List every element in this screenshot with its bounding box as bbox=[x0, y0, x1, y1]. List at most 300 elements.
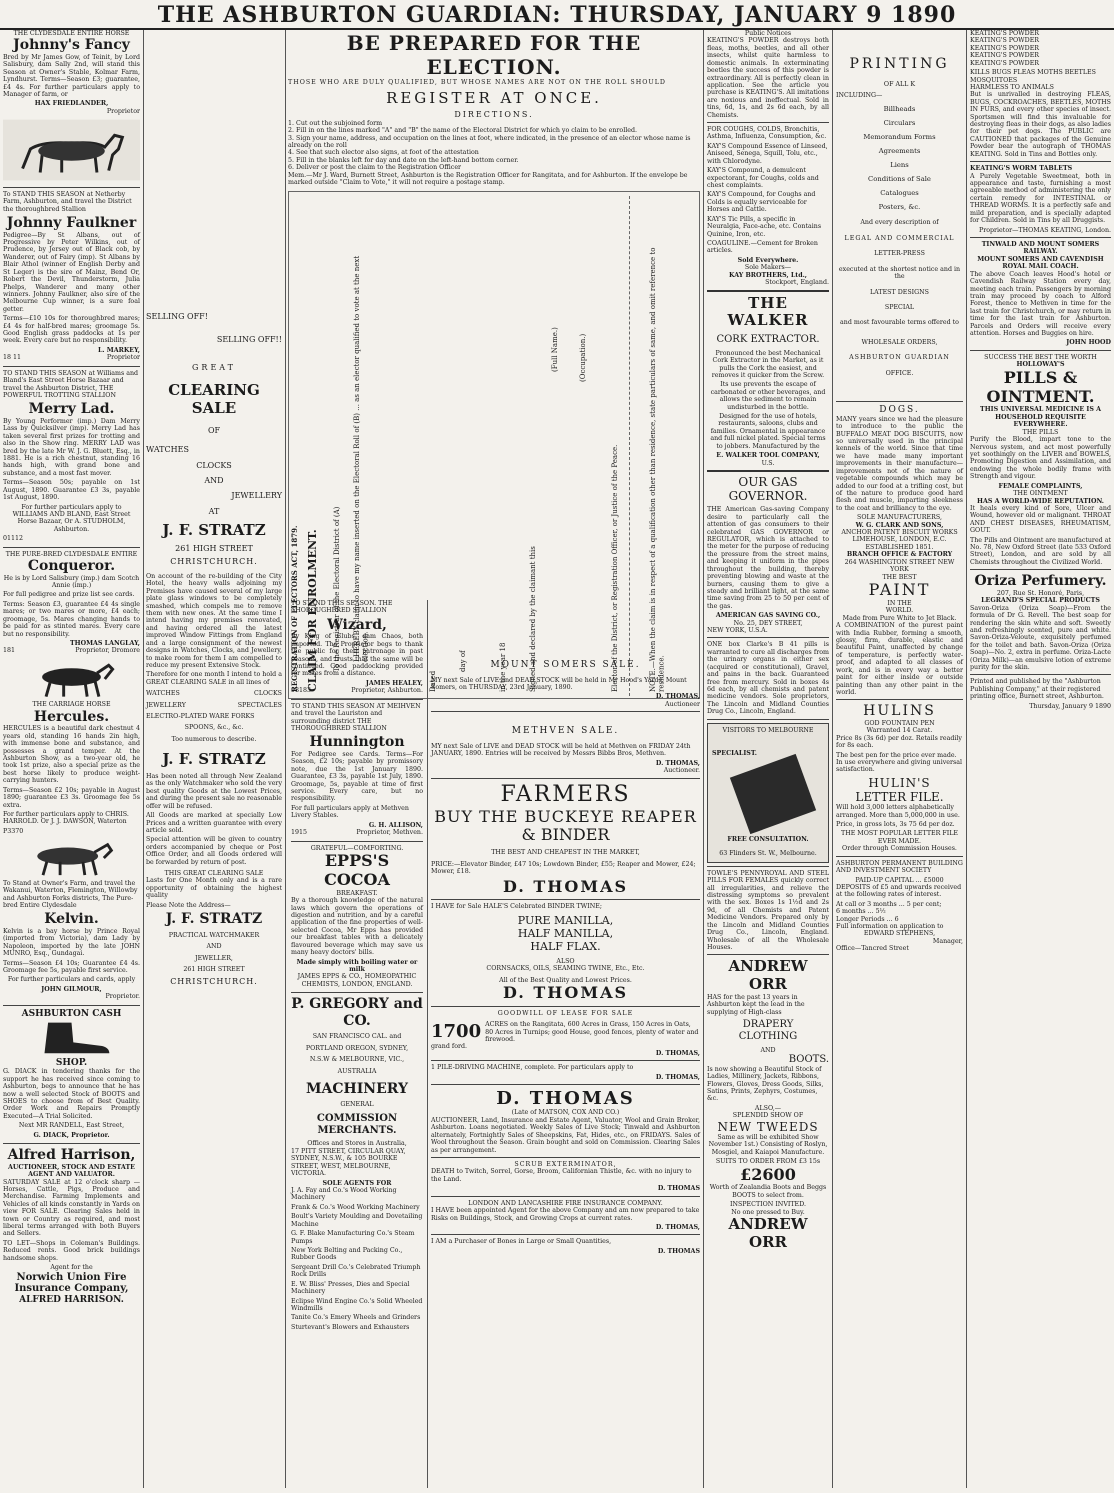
goodwill-title: GOODWILL OF LEASE FOR SALE bbox=[497, 1009, 634, 1017]
methven-sale-signer: D. THOMAS, bbox=[655, 759, 700, 767]
johnnys-fancy-ad bbox=[3, 30, 140, 115]
pile-signer: D. THOMAS, bbox=[655, 1073, 700, 1081]
gregory-offices: Offices and Stores in Australia, bbox=[307, 1140, 407, 1148]
ad-title: Johnny's Fancy bbox=[13, 37, 130, 54]
ad-kicker: THE CLYDESDALE ENTIRE HORSE bbox=[13, 30, 130, 37]
selling-off-2: SELLING OFF!! bbox=[216, 335, 282, 345]
ad-ref: 18 11 bbox=[3, 354, 22, 362]
clocks-label: CLOCKS bbox=[196, 460, 232, 470]
acres-unit: grand ford. bbox=[431, 1042, 468, 1050]
pen-title: GOD FOUNTAIN PEN bbox=[864, 719, 935, 727]
orr-tweeds-body: Same as will be exhibited Show November 1st.) Consisting of Roslyn, Mosgiel, and Kaiapoi Manufacture. bbox=[708, 1133, 828, 1156]
ad-body: By Young Performer (imp.) Dam Merry Lass by Quicksilver (imp). Merry Lad has taken several first prizes for trotting and also in the Show ring. MERRY LAD was bred by the late Mr W. J. G. Bluett, Esq., in 1881. He is a rich chestnut, standing 16 hands high, with grand bone and substance, and a most fast mover. bbox=[3, 417, 140, 477]
ad-body: By a thorough knowledge of the natural laws which govern the operations of digestion and nutrition, and by a careful application of the fine properties of well-selected Cocoa, Mr Epps has provided our breakfast tables with a delicately flavoured beverage which may save us many heavy doctors' bills. bbox=[291, 897, 423, 957]
firm-address-2: 261 HIGH STREET bbox=[183, 965, 245, 973]
kelvin-ad bbox=[3, 880, 140, 1001]
clearing-sale: CLEARING SALE bbox=[168, 381, 260, 417]
kays-notice: FOR COUGHS, COLDS, Bronchitis, Asthma, Influenza, Consumption, &c. bbox=[707, 126, 827, 141]
coach-title: MOUNT SOMERS AND CAVENDISH ROYAL MAIL COACH. bbox=[977, 255, 1104, 271]
best-cheapest: THE BEST AND CHEAPEST IN THE MARKET, bbox=[491, 849, 640, 857]
ad-body: By King of Clubs, dam Chaos, both imported. The Proprietor begs to thank the public for their patronage in past seasons, and trusts that the same will be continued. Good paddocking provided for mares from a distance. bbox=[291, 633, 423, 678]
election-notice bbox=[288, 32, 700, 699]
keating-harmless: HARMLESS TO ANIMALS bbox=[970, 83, 1054, 91]
ad-kicker: THE PURE-BRED CLYDESDALE ENTIRE bbox=[5, 550, 138, 558]
firm-name: J. F. STRATZ bbox=[162, 521, 266, 540]
walker-body-3: Designed for the use of hotels, restaurants, saloons, clubs and families. Ornamental in appearance and full nickel plated. Special terms to jobbers. Manufactured by the bbox=[710, 413, 826, 450]
pile-driver: 1 PILE-DRIVING MACHINE, complete. For particulars apply to bbox=[431, 1064, 634, 1072]
keating-list: KEATING'S POWDER KEATING'S POWDER KEATING'S POWDER KEATING'S POWDER KEATING'S POWDER bbox=[970, 30, 1040, 67]
ad-intro: To STAND THIS SEASON at Netherby Farm, Ashburton, and travel the District the thoroughbred Stallion bbox=[3, 190, 132, 213]
printing-title: PRINTING bbox=[849, 56, 950, 72]
election-title: BE PREPARED FOR THE ELECTION. bbox=[346, 31, 642, 79]
melbourne-specialist-ad bbox=[707, 723, 829, 863]
ad-title: Hunnington bbox=[309, 734, 405, 751]
clydesdale-horse-icon bbox=[3, 839, 140, 877]
election-register: REGISTER AT ONCE. bbox=[386, 88, 602, 107]
dogs-title: DOGS. bbox=[879, 405, 920, 416]
walker-us: U.S. bbox=[761, 459, 775, 467]
at-label: AT bbox=[208, 506, 220, 516]
column-6 bbox=[833, 30, 966, 1488]
methven-sale-body: MY next Sale of LIVE and DEAD STOCK will be held at Methven on FRIDAY 24th JANUARY, 1890. Entries will be received by Messrs Bibbs Bros, Methven. bbox=[431, 742, 691, 758]
and-label: AND bbox=[204, 476, 224, 485]
form-occupation[interactable]: (Occupation.) bbox=[579, 333, 587, 382]
orr-splendid: SPLENDID SHOW OF bbox=[732, 1112, 804, 1120]
stratz-body-2: Therefore for one month I intend to hold a GREAT CLEARING SALE in all lines of bbox=[146, 671, 282, 686]
printing-wholesale: WHOLESALE ORDERS, bbox=[861, 338, 938, 346]
coach-signer: JOHN HOOD bbox=[1066, 339, 1111, 347]
legrand-title: LEGRAND'S SPECIAL PRODUCTS bbox=[981, 597, 1100, 605]
orr-worth: Worth of Zealandia Boots and Beggs BOOTS to select from. bbox=[709, 1184, 827, 1199]
line-clocks: CLOCKS bbox=[254, 690, 282, 698]
paint-body: A COMBINATION of the purest paint with India Rubber, forming a smooth, glossy, firm, durable, elastic and beautiful Paint, unaffected by change of temperature, is perfectly water-proof, and adapted to all classes of work, and is in every way a better paint for either inside or outside painting than any other paint in the world. bbox=[836, 622, 963, 696]
printing-item: Posters, &c. bbox=[878, 203, 921, 212]
ad-signer: THOMAS LANGLAY, bbox=[69, 640, 140, 648]
ointment-title: THE OINTMENT bbox=[1013, 490, 1068, 498]
column-1 bbox=[0, 30, 143, 1488]
kays-address: Stockport, England. bbox=[765, 279, 829, 287]
specialist-label: SPECIALIST. bbox=[712, 750, 757, 758]
ad-title: Kelvin. bbox=[44, 911, 99, 928]
paint-title: PAINT bbox=[868, 580, 931, 600]
gregory-item: Tanite Co.'s Emery Wheels and Grinders bbox=[291, 1314, 421, 1322]
ad-role: Proprietor bbox=[106, 107, 140, 115]
firm-role: PRACTICAL WATCHMAKER bbox=[168, 931, 260, 939]
building-manager-role: Manager, bbox=[932, 937, 963, 945]
worm-title: KEATING'S WORM TABLETS bbox=[970, 165, 1073, 173]
of-label: OF bbox=[207, 425, 221, 435]
selling-off-1: SELLING OFF! bbox=[146, 312, 208, 321]
walker-body-2: Its use prevents the escape of carbonated or other beverages, and allows the sediment to remain undisturbed in the bottle. bbox=[710, 381, 826, 411]
form-day: day of bbox=[459, 649, 467, 672]
female-complaints: FEMALE COMPLAINTS, bbox=[998, 482, 1083, 490]
keating-notice: KEATING'S POWDER destroys both fleas, moths, beetles, and all other insects, whilst quite harmless to domestic animals. In exterminating beetles the success of this powder is extraordinary. All is perfectly clean in application. See the article you purchase is KEATING'S. All imitations are noxious and ineffectual. Sold in tins, 6d, 1s, and 2s 6d each, by all Chemists. bbox=[707, 37, 829, 119]
election-note: Mem.—Mr J. Ward, Burnett Street, Ashburton is the Registration Officer for Rangitata, and for Ashburton. If the envelope be marked outside "Claim to Vote," it will not require a postage stamp. bbox=[288, 171, 688, 187]
twine-intro: I HAVE for Sale HALE'S Celebrated BINDER TWINE; bbox=[431, 903, 602, 911]
masthead: THE ASHBURTON GUARDIAN: THURSDAY, JANUARY 9 1890 bbox=[157, 2, 957, 28]
holloway-name: HOLLOWAY'S bbox=[1016, 361, 1065, 369]
ad-body: He is by Lord Salisbury (imp.) dam Scotch Annie (imp.) bbox=[3, 574, 140, 590]
scrub-title: SCRUB EXTERMINATOR, bbox=[514, 1161, 617, 1169]
printing-special: SPECIAL bbox=[884, 304, 915, 312]
dogs-address: 264 WASHINGTON STREET NEW YORK bbox=[844, 558, 955, 574]
orr-also: ALSO,— bbox=[754, 1104, 782, 1112]
gas-city: NEW YORK, U.S.A. bbox=[707, 627, 768, 635]
file-body: Will hold 3,000 letters alphabetically arranged. More than 5,000,000 in use. bbox=[836, 804, 960, 819]
ad-shop: SHOP. bbox=[55, 1057, 88, 1068]
ad-body: Pedigree—By St Albans, out of Progressive by Peter Wilkins, out of Prudence, by Jersey out of Black cob, by Wanderer, out of Fairy (imp). St Albans by Blair Athol (winner of English Derby and St Leger) is the sire of Mainz, Bend Or, Robert the Devil, Thunderstorm, Julia Phelps, Wanderer and many other winners. Johnny Faulkner, also sire of the Melbourne Cup winner, is a sure foal getter. bbox=[3, 231, 140, 313]
election-step: 2. Fill in on the lines marked "A" and "B" the name of the Electoral District for which yo claim to be enrolled. bbox=[288, 127, 638, 135]
oriza-title: Oriza Perfumery. bbox=[974, 573, 1107, 590]
form-dated: Dated bbox=[429, 670, 437, 692]
election-step: 1. Cut out the subjoined form bbox=[288, 119, 383, 127]
stratz-body-6: THIS GREAT CLEARING SALE bbox=[164, 870, 264, 878]
ad-signer: G. DIACK, Proprietor. bbox=[33, 1131, 110, 1139]
twine-more: CORNSACKS, OILS, SEAMING TWINE, Etc., Etc. bbox=[486, 965, 645, 973]
gas-address: No. 25, DEY STREET, bbox=[733, 619, 803, 627]
ad-signer: HAX FRIEDLANDER, bbox=[34, 100, 109, 108]
wizard-ad bbox=[291, 600, 423, 695]
ad-title: Wizard, bbox=[327, 616, 387, 633]
paint-inthe: IN THE bbox=[887, 599, 912, 607]
gregory-item: Frank & Co.'s Wood Working Machinery bbox=[291, 1203, 420, 1211]
gregory-item: New York Belting and Packing Co., Rubber Goods bbox=[291, 1246, 403, 1262]
ad-sub: BREAKFAST. bbox=[336, 889, 378, 897]
printing-office: ASHBURTON GUARDIAN bbox=[849, 354, 950, 362]
orr-inspect: INSPECTION INVITED. bbox=[730, 1201, 806, 1209]
ad-role: Proprietor, Dromore bbox=[75, 647, 140, 655]
column-2 bbox=[143, 30, 285, 1488]
visitors-heading: VISITORS TO MELBOURNE bbox=[722, 726, 814, 734]
twine-item: HALF MANILLA, bbox=[517, 926, 614, 940]
ad-role: Proprietor, Methven. bbox=[356, 829, 423, 837]
ad-body: G. DIACK in tendering thanks for the support he has received since coming to Ashburton, begs to announce that he has now a well selected Stock of BOOTS and SHOES to choose from of Best Quality. Order Work and Repairs Promptly Executed—A Trial Solicited. bbox=[3, 1068, 140, 1120]
ad-role: Proprietor, Ashburton. bbox=[351, 687, 423, 695]
election-step: 4. See that such elector also signs, at foot of the attestation bbox=[288, 149, 479, 157]
ad-maker: JAMES EPPS & CO., HOMEOPATHIC CHEMISTS, LONDON, ENGLAND. bbox=[297, 973, 417, 988]
jewellery-label: JEWELLERY bbox=[231, 491, 282, 501]
printing-item: Agreements bbox=[878, 147, 921, 156]
ad-terms: Terms—Season £4 10s; Guarantee £4 4s. Groomage fee 5s, payable first service. bbox=[3, 959, 140, 974]
kays-notice: KAY'S Compound, for Coughs and Colds is equally serviceable for Horses and Cattle. bbox=[707, 191, 816, 214]
melbourne-address: 63 Flinders St. W., Melbourne. bbox=[719, 850, 817, 858]
kays-notice: COAGULINE.—Cement for Broken articles. bbox=[707, 239, 818, 255]
stratz-body-3: Has been noted all through New Zealand as the only Watchmaker who sold the very best quality Goods at the Lowest Prices, and during the present sale no reasonable offer will be refused. bbox=[146, 773, 282, 810]
walker-title: THE WALKER bbox=[727, 293, 809, 330]
ad-body: Bred by Mr James Gow, of Teinit, by Lord Salisbury, dam Sally 2nd, will stand this Season at Owner's Stable, Kolmar Farm, Lyndhurst. Terms—Season £3; guarantee, £4 4s. For further particulars apply to Manager of farm, or bbox=[3, 53, 140, 99]
printing-item: Memorandum Forms bbox=[863, 133, 936, 142]
file-order: Order through Commission Houses. bbox=[842, 845, 957, 853]
ad-kicker: GRATEFUL—COMFORTING. bbox=[310, 844, 404, 852]
stratz-body-8: Please Note the Address— bbox=[146, 901, 231, 909]
orr-body: HAS for the past 13 years in Ashburton kept the lead in the supplying of High-class bbox=[707, 993, 805, 1016]
kays-makers: Sole Makers— bbox=[744, 264, 792, 272]
ad-contact: For full particulars apply at Methven Livery Stables. bbox=[291, 804, 409, 820]
printing-executed: executed at the shortest notice and in the bbox=[838, 265, 961, 281]
twine-item: HALF FLAX. bbox=[530, 939, 601, 953]
holloway-body: The Pills and Ointment are manufactured at No. 78, New Oxford Street (late 533 Oxford Street), London, and are sold by all Chemists throughout the Civilized World. bbox=[970, 536, 1111, 566]
lancs-body: I HAVE been appointed Agent for the above Company and am now prepared to take Risks on Buildings, Stock, and Growing Crops at current rates. bbox=[431, 1207, 700, 1222]
lancs-signer: D. THOMAS, bbox=[655, 1223, 700, 1231]
kays-sold: Sold Everywhere. bbox=[737, 256, 799, 264]
dogs-company-2: ANCHOR PATENT BISCUIT WORKS LIMEHOUSE, LONDON, E.C. bbox=[841, 529, 958, 544]
buckeye-price: PRICE:—Elevator Binder, £47 10s; Lowdown Binder, £55; Reaper and Mower, £24; Mower, £18. bbox=[431, 860, 696, 876]
keating-bugs: BUGS FLEAS MOTHS BEETLES MOSQUITOES bbox=[970, 69, 1096, 84]
gregory-item: Sergeant Drill Co.'s Celebrated Triumph Rock Drills bbox=[291, 1263, 421, 1279]
gregory-line: N.S.W & MELBOURNE, VIC., bbox=[309, 1056, 405, 1064]
ad-body: SATURDAY SALE at 12 o'clock sharp —Horses, Cattle, Pigs, Produce and Merchandise. Farming Implements and Vehicles of all kinds constantly in Yards on view FOR SALE. Clearing Sales held in town or Country as required, and most liberal terms arranged with both Buyers and Sellers. bbox=[3, 1178, 140, 1238]
conqueror-ad bbox=[3, 551, 140, 655]
firm-city: CHRISTCHURCH. bbox=[170, 557, 258, 567]
watches-label: WATCHES bbox=[146, 445, 189, 455]
bones-body: I AM a Purchaser of Bones in Large or Small Quantities, bbox=[431, 1238, 612, 1246]
dogs-branch: BRANCH OFFICE & FACTORY bbox=[846, 551, 953, 559]
printing-item: Billheads bbox=[883, 105, 916, 114]
walker-cork: CORK EXTRACTOR. bbox=[716, 333, 820, 345]
firm-name-2: J. F. STRATZ bbox=[162, 750, 266, 769]
gregory-item: Eclipse Wind Engine Co.'s Solid Wheeled Windmills bbox=[291, 1297, 423, 1312]
file-title: HULIN'S bbox=[868, 775, 931, 790]
scrub-signer: D. THOMAS bbox=[657, 1185, 700, 1193]
form-fullname[interactable]: (Full Name.) bbox=[551, 326, 559, 372]
johnny-faulkner-ad bbox=[3, 191, 140, 362]
acres-body: ACRES on the Rangitata, 600 Acres in Grass, 150 Acres in Oats, 80 Acres in Turnips; good House, good fences, plenty of water and firewood. bbox=[485, 1021, 699, 1044]
gregory-item: E. W. Bliss' Presses, Dies and Special Machinery bbox=[291, 1280, 410, 1296]
mount-sale-title: MOUNT SOMERS SALE. bbox=[490, 660, 641, 670]
form-witness[interactable]: Elector of the District, or Registration Officer, or Justice of the Peace. bbox=[611, 444, 619, 692]
keating-body: But is unrivalled in destroying FLEAS, BUGS, COCKROACHES, BEETLES, MOTHS IN FURS, and every other species of insect. Sportsmen will find this invaluable for destroying fleas in their dogs, as also ladies for their pet dogs. The PUBLIC are CAUTIONED that packages of the Genuine Powder bear the autograph of THOMAS KEATING. Sold in Tins and Bottles only. bbox=[970, 91, 1111, 158]
building-street: Office—Tancred Street bbox=[836, 945, 909, 953]
ad-ref: 18183 bbox=[291, 687, 312, 695]
ad-title: Alfred Harrison, bbox=[7, 1147, 136, 1164]
ad-title: ASHBURTON CASH bbox=[21, 1008, 122, 1019]
ad-title: P. GREGORY and CO. bbox=[291, 996, 423, 1029]
buckeye-heading: BUY THE BUCKEYE REAPER bbox=[434, 806, 697, 826]
ad-signer: JOHN GILMOUR, bbox=[41, 985, 102, 993]
firm-and: AND bbox=[206, 943, 222, 951]
form-claim: CLAIM FOR ENROLMENT. bbox=[306, 528, 319, 692]
ad-address: Next MR RANDELL, East Street, bbox=[18, 1122, 125, 1130]
the-pills: THE PILLS bbox=[1022, 428, 1059, 436]
orr-tweeds: NEW TWEEDS bbox=[717, 1119, 819, 1134]
printing-office-2: OFFICE. bbox=[885, 369, 914, 377]
election-intro: THOSE WHO ARE DULY QUALIFIED, BUT WHOSE NAMES ARE NOT ON THE ROLL SHOULD bbox=[288, 79, 666, 87]
ad-title: Merry Lad. bbox=[28, 401, 115, 418]
acres-number: 1700 bbox=[431, 1021, 482, 1043]
cash-shop-ad bbox=[3, 1009, 140, 1140]
gregory-ad bbox=[291, 996, 423, 1331]
election-step: 5. Fill in the blanks left for day and date on the left-hand bottom corner. bbox=[288, 156, 519, 164]
column-4 bbox=[428, 660, 703, 1488]
ointment-sub: HAS A WORLD-WIDE REPUTATION. bbox=[977, 497, 1104, 505]
orr-suits: SUITS TO ORDER FROM £3 15s bbox=[715, 1158, 821, 1166]
printing-latest: LATEST DESIGNS bbox=[870, 288, 929, 296]
ad-signer: L. MARKEY, bbox=[97, 346, 140, 354]
gas-body: THE American Gas-saving Company desire to particularly call the attention of gas consumers to their celebrated GAS GOVERNOR or REGULATOR, which is attached to the meter for the purpose of reducing the pressure from the street mains, and keeping it uniform in the pipes throughout the building, thereby preventing blowing and waste at the burners, causing them to give a steady and brilliant light, at the same time saving from 25 to 50 per cent of the gas. bbox=[707, 506, 829, 610]
pen-price: Price 8s (3s 6d) per doz. Retails readily for 8s each. bbox=[836, 734, 962, 750]
gas-title: OUR GAS GOVERNOR. bbox=[728, 475, 808, 504]
firm-city-2: CHRISTCHURCH. bbox=[170, 977, 258, 987]
ad-role: Proprietor bbox=[106, 354, 140, 362]
keating-kills: KILLS bbox=[970, 69, 990, 77]
firm-address: 261 HIGH STREET bbox=[175, 544, 253, 553]
hercules-ad bbox=[3, 701, 140, 835]
line-jewellery: JEWELLERY bbox=[146, 701, 186, 709]
acres-row bbox=[431, 1021, 700, 1050]
orr-title: ANDREW ORR bbox=[728, 957, 808, 994]
harrison-ad bbox=[3, 1147, 140, 1306]
ad-body: For Pedigree see Cards. Terms—For Season, £2 10s; payable by promissory note, due the 1st January 1890. Guarantee, £3 3s, payable 1st July, 1890. Groomage, 5s, payable at time of first service. Every care, but no responsibility. bbox=[291, 750, 423, 803]
methven-sale-title: METHVEN SALE. bbox=[511, 726, 620, 737]
dogs-company: W. G. CLARK AND SONS, bbox=[855, 521, 944, 529]
worm-body: A Purely Vegetable Sweetmeat, both in appearance and taste, furnishing a most agreeable method of administering the only certain remedy for INTESTINAL or THREAD WORMS. It is a perfectly safe and mild preparation, and is specially adapted for Children. Sold in Tins by all Druggists. bbox=[970, 172, 1111, 225]
orr-none: No one pressed to Buy. bbox=[731, 1208, 805, 1216]
hulins-title: HULINS bbox=[863, 703, 936, 720]
farmers-heading: FARMERS bbox=[500, 781, 631, 807]
cocoa-ad bbox=[291, 845, 423, 989]
methven-sale-role: Auctioneer. bbox=[663, 767, 700, 775]
ad-ref: 1915 bbox=[291, 829, 308, 837]
ad-contact: For further particulars apply to CHRIS. HARROLD. Or J. J. DAWSON, Waterton bbox=[3, 810, 129, 826]
hunnington-ad bbox=[291, 703, 423, 837]
ad-contact: For further particulars apply to WILLIAMS AND BLAND, East Street Horse Bazaar, Or A. STUDHOLM, Ashburton. bbox=[12, 503, 131, 533]
building-info: Full information on application to bbox=[836, 923, 944, 931]
merry-lad-ad bbox=[3, 370, 140, 543]
building-deposits: DEPOSITS of £5 and upwards received at the following rates of interest. bbox=[836, 883, 962, 899]
ad-intro: TO STAND THIS SEASON AT MEIHVEN and travel the Lauriston and surrounding district THE THOROUGHBRED STALLION bbox=[291, 702, 421, 732]
paint-sub: Made from Pure White to Jet Black. bbox=[842, 614, 957, 622]
form-signed: Signed and declared by the claimant this bbox=[529, 545, 537, 692]
scrub-body: DEATH to Twitch, Sorrel, Gorse, Broom, Californian Thistle, &c. with no injury to the Land. bbox=[431, 1168, 692, 1183]
thomas-late: (Late of MATSON, COX AND CO.) bbox=[511, 1109, 620, 1117]
thomas-signature: D. THOMAS bbox=[502, 983, 629, 1003]
building-rate: 6 months ... 5½ bbox=[836, 908, 886, 916]
printing-terms: and most favourable terms offered to bbox=[840, 319, 959, 327]
kays-notice: KAY'S Compound, a demulcent expectorant, for Coughs, colds and chest complaints. bbox=[707, 167, 819, 190]
printing-item: Catalogues bbox=[880, 189, 919, 198]
thomas-auction: AUCTIONEER, Land, Insurance and Estate Agent, Valuator, Wool and Grain Broker, Ashburton. Loans negotiated. Weekly Sales of Live Stock; Tinwald and Ashburton alternately, Fortnightly Sales of Sheepskins, Fat, Hides, etc., on FRIDAYS. Sales of Wool throughout the Season. Grain bought and sold on Commission. Clearing Sales as per arrangement. bbox=[431, 1116, 700, 1154]
printing-kind: OF ALL K bbox=[883, 80, 916, 88]
paint-best: THE BEST bbox=[882, 573, 917, 581]
building-title: ASHBURTON PERMANENT BUILDING AND INVESTMENT SOCIETY bbox=[836, 859, 963, 875]
stratz-body: On account of the re-building of the City Hotel, the heavy walls adjoining my Premises have caused several of my large plate glass windows to be completely smashed, which compels me to remove them with new ones. At the same time I intend having my premises renovated, and having ordered all the latest improved Window Fittings from England and a large consignment of the newest designs in Watches, Clocks, and Jewellery, to make room for them I am compelled to reduce my present Extensive Stock. bbox=[146, 572, 282, 669]
dogs-established: ESTABLISHED 1851. bbox=[865, 543, 934, 551]
ad-agent: Agent for the bbox=[50, 1264, 93, 1272]
clarke-notice: ONE box Clarke's B 41 pills is warranted to cure all discharges from the urinary organs in either sex (acquired or constitutional), Gravel, and pains in the back. Guaranteed free from mercury. Sold in boxes 4s 6d each, by all chemists and patent medicine vendors. Sole proprietors, The Lincoln and Midland Counties Drug Co., Lincoln, England. bbox=[707, 641, 829, 716]
success-motto: SUCCESS THE BEST THE WORTH bbox=[984, 353, 1097, 361]
tinwald-title: TINWALD AND MOUNT SOMERS RAILWAY. bbox=[981, 240, 1100, 256]
column-5 bbox=[704, 30, 832, 1488]
election-step: 6. Deliver or post the claim to the Registration Officer bbox=[288, 164, 462, 172]
column-divider bbox=[285, 30, 286, 1488]
kays-notice: KAY'S Compound Essence of Linseed, Aniseed, Senega, Squill, Tolu, etc., with Chlorodyne. bbox=[707, 142, 828, 165]
stratz-body-5: Special attention will be given to country orders accompanied by cheque or Post Office Order, and all Goods ordered will be forwarded by return of post. bbox=[146, 836, 282, 866]
ad-signer: JAMES HEALEY, bbox=[365, 679, 423, 687]
mount-sale-role: Auctioneer bbox=[665, 700, 700, 708]
gregory-line: AUSTRALIA bbox=[337, 1067, 377, 1075]
ad-signer: G. H. ALLISON, bbox=[368, 821, 423, 829]
file-title-2: LETTER FILE. bbox=[855, 790, 944, 804]
great-label: GREAT bbox=[192, 362, 236, 372]
ad-body-2: TO LET—Shops in Coleman's Buildings. Reduced rents. Good brick buildings handsome shops. bbox=[3, 1239, 140, 1262]
coach-body: The above Coach leaves Hood's hotel or Cavendish Railway Station every day, meeting each train. Passengers by morning train may proceed by coach to Alford Forest, thence to Methven in time for the last train for Christchurch, or may return in time for the last train for Ashburton. Parcels and Orders will receive every attention. Horses and Buggies on hire. bbox=[970, 270, 1111, 338]
ad-kicker: THE CARRIAGE HORSE bbox=[32, 701, 111, 709]
walker-body: Pronounced the best Mechanical Cork Extractor in the Market, as it pulls the Cork the easiest, and removes it quicker from the Screw. bbox=[711, 349, 825, 379]
gregory-item: G. F. Blake Manufacturing Co.'s Steam Pumps bbox=[291, 1230, 415, 1245]
ad-body-2: For full pedigree and prize list see cards. bbox=[3, 591, 135, 599]
oriza-body: Savon-Oriza (Oriza Soap)—From the formula of Dr G. Revell. The best soap for rendering the skin white and soft. Sweetly and refreshingly scented, pure and white. Savon-Oriza-Veloute, exquisitely perfumed for the toilet and bath. Savon-Oriza (Oriza Soap)—No. 2, extra in perfume. Oriza-Lacte (Oriza Milk)—an emulsive lotion of extreme purity for the skin. bbox=[970, 604, 1111, 672]
twine-also: ALSO bbox=[556, 957, 575, 965]
pen-sub: Warranted 14 Carat. bbox=[866, 727, 933, 735]
stratz-body-4: All Goods are marked at specially Low Prices and a written guarantee with every article sold. bbox=[146, 812, 282, 834]
ad-intro: TO STAND THIS SEASON at Williams and Bland's East Street Horse Bazaar and travel the Ashburton District, THE POWERFUL TROTTING STALLION bbox=[3, 369, 139, 400]
file-price: Price, in gross lots, 3s 75 6d per doz. bbox=[836, 821, 955, 828]
mount-sale-signer: D. THOMAS, bbox=[655, 693, 700, 701]
ad-role: Proprietor. bbox=[105, 993, 140, 1001]
line-electro: ELECTRO-PLATED WARE FORKS bbox=[146, 713, 255, 721]
building-rate: At call or 3 months ... 5 per cent; bbox=[836, 900, 942, 908]
ad-contact: For further particulars and cards, apply bbox=[7, 976, 136, 984]
gregory-agents: SOLE AGENTS FOR bbox=[322, 1179, 392, 1187]
thomas-heading: D. THOMAS bbox=[496, 1088, 635, 1110]
printing-letter: LETTER-PRESS bbox=[874, 250, 925, 258]
printing-item: Conditions of Sale bbox=[868, 175, 931, 184]
ad-ref: 01112 bbox=[3, 535, 24, 543]
gregory-item: Boult's Variety Moulding and Dovetailing Machine bbox=[291, 1213, 423, 1228]
ad-intro: To Stand at Owner's Farm, and travel the Wakanui, Waterton, Flemington, Willowby and Ashburton Forks districts, The Pure-bred Entire Clydesdale bbox=[3, 879, 138, 909]
ad-ref: 181 bbox=[3, 647, 16, 655]
ad-ref: P3370 bbox=[3, 827, 24, 835]
firm-name-3: J. F. STRATZ bbox=[165, 911, 263, 928]
ad-terms: Terms: Season £3, guarantee £4 4s single mares; or two mares or more, £4 each; groomage, 5s. Mares changing hands to be paid for as stinted mares. Every care but no responsibility. bbox=[3, 600, 140, 638]
orr-and: AND bbox=[760, 1046, 776, 1054]
gregory-general: GENERAL bbox=[340, 1101, 374, 1109]
kays-notice: KAY'S Tic Pills, a specific in Neuralgia, Face-ache, etc. Contains Quinine, Iron, etc. bbox=[707, 215, 822, 238]
printing-item: Liens bbox=[890, 161, 909, 170]
form-year: in the year 18 bbox=[499, 642, 507, 692]
towle-notice: TOWLE'S PENNYROYAL AND STEEL PILLS FOR FEMALES quickly correct all irregularities, and relieve the distressing symptoms so prevalent with the sex. Boxes 1s 1½d and 2s 9d, of all Chemists and Patent Medicine Vendors. Prepared only by the Lincoln and Midland Counties Drug Co., Lincoln, England. Wholesale of all the Wholesale Houses. bbox=[707, 869, 829, 951]
twine-quality: All of the Best Quality and Lowest Prices. bbox=[499, 976, 632, 984]
worm-proprietor: Proprietor—THOMAS KEATING, London. bbox=[978, 226, 1111, 234]
ad-body: HERCULES is a beautiful dark chestnut 4 years old, standing 16 hands 2in high, with immense bone and substance, and possesses a grand temper. At the Ashburton Show, as a two-year old, he took 1st prize, also a special prize as the best horse likely to produce weight-carrying hunters. bbox=[3, 725, 140, 785]
ointment-body: It heals every kind of Sore, Ulcer and Wound, however old or malignant. THROAT AND CHEST DISEASES, RHEUMATISM, GOUT. bbox=[970, 504, 1111, 535]
gregory-machinery: MACHINERY bbox=[306, 1080, 408, 1097]
carriage-horse-icon bbox=[3, 659, 140, 699]
gregory-line: SAN FRANCISCO CAL. and bbox=[312, 1033, 402, 1041]
notices-kicker: Public Notices bbox=[744, 30, 792, 37]
ad-insurer: Norwich Union Fire Insurance Company, bbox=[14, 1271, 129, 1295]
horse-illustration-icon bbox=[3, 119, 140, 181]
kays-company: KAY BROTHERS, Ltd., bbox=[728, 271, 808, 279]
specialist-seal-icon bbox=[730, 754, 816, 834]
orr-drapery: DRAPERY bbox=[742, 1018, 794, 1030]
printing-every: And every description of bbox=[860, 219, 939, 227]
binder-heading: & BINDER bbox=[521, 825, 610, 845]
orr-clothing: CLOTHING bbox=[738, 1030, 798, 1042]
pills-sub: THIS UNIVERSAL MEDICINE IS A HOUSEHOLD REQUISITE EVERYWHERE. bbox=[980, 406, 1101, 429]
ad-title: Conqueror. bbox=[27, 558, 116, 575]
walker-company: E. WALKER TOOL COMPANY, bbox=[716, 452, 820, 460]
printing-legal: LEGAL AND COMMERCIAL bbox=[844, 234, 955, 242]
column-7 bbox=[967, 30, 1114, 1488]
acres-signer: D. THOMAS, bbox=[655, 1049, 700, 1057]
mount-sale-body: MY next Sale of LIVE and DEAD STOCK will be held in Mr Hood's Yards, Mount Somers, on THURSDAY, 23rd January, 1890. bbox=[431, 676, 687, 692]
gregory-line: PORTLAND OREGON, SYDNEY, bbox=[305, 1044, 409, 1052]
line-numerous: Too numerous to describe. bbox=[171, 735, 257, 743]
ad-terms: Terms—Season £2 10s; payable in August 1890; guarantee £3 3s. Groomage fee 5s extra. bbox=[3, 786, 140, 809]
imprint: Printed and published by the "Ashburton Publishing Company," at their registered printing office, Burnett street, Ashburton. bbox=[970, 678, 1104, 701]
line-watches: WATCHES bbox=[146, 690, 180, 698]
